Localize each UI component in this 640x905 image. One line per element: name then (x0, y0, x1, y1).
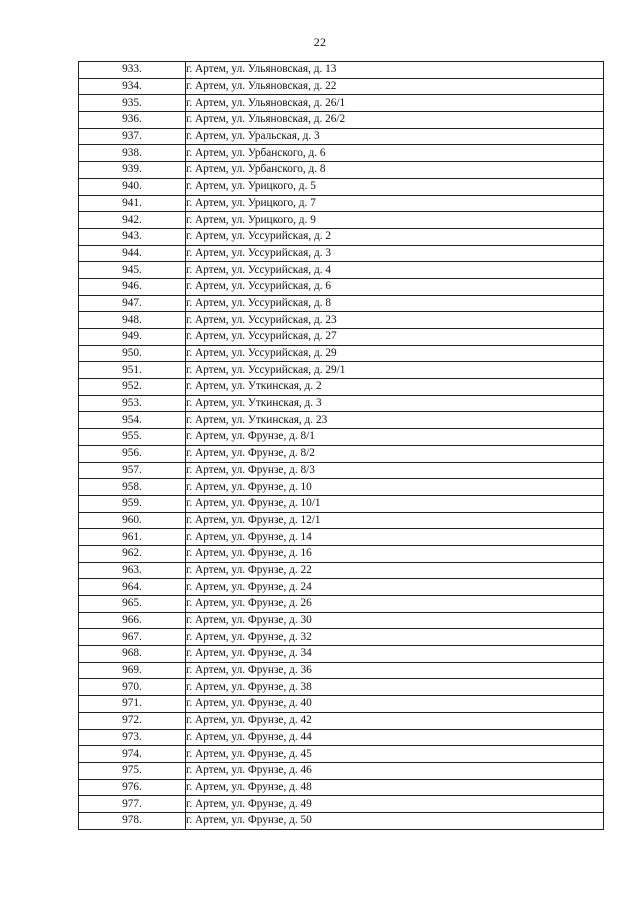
row-address: г. Артем, ул. Уссурийская, д. 2 (186, 228, 604, 245)
table-row (79, 228, 604, 245)
row-number: 942. (79, 212, 186, 229)
row-address: г. Артем, ул. Фрунзе, д. 24 (186, 579, 604, 596)
row-address: г. Артем, ул. Фрунзе, д. 30 (186, 612, 604, 629)
table-row (79, 128, 604, 145)
row-number: 975. (79, 762, 186, 779)
table-row (79, 679, 604, 696)
table-row (79, 245, 604, 262)
table-row (79, 95, 604, 112)
table-row (79, 329, 604, 346)
row-address: г. Артем, ул. Уссурийская, д. 8 (186, 295, 604, 312)
row-number: 965. (79, 596, 186, 613)
row-address: г. Артем, ул. Фрунзе, д. 48 (186, 779, 604, 796)
table-row (79, 662, 604, 679)
row-number: 966. (79, 612, 186, 629)
table-row (79, 112, 604, 129)
row-number: 972. (79, 712, 186, 729)
row-number: 943. (79, 228, 186, 245)
row-number: 948. (79, 312, 186, 329)
row-address: г. Артем, ул. Уткинская, д. 2 (186, 379, 604, 396)
table-row (79, 262, 604, 279)
table-row (79, 62, 604, 79)
row-number: 976. (79, 779, 186, 796)
table-row (79, 495, 604, 512)
table-row (79, 545, 604, 562)
row-number: 977. (79, 796, 186, 813)
address-table (78, 61, 604, 830)
row-number: 969. (79, 662, 186, 679)
row-address: г. Артем, ул. Фрунзе, д. 49 (186, 796, 604, 813)
row-address: г. Артем, ул. Уссурийская, д. 6 (186, 278, 604, 295)
table-row (79, 195, 604, 212)
row-number: 957. (79, 462, 186, 479)
row-address: г. Артем, ул. Фрунзе, д. 50 (186, 812, 604, 829)
row-number: 937. (79, 128, 186, 145)
table-row (79, 212, 604, 229)
table-row (79, 729, 604, 746)
row-address: г. Артем, ул. Уссурийская, д. 29/1 (186, 362, 604, 379)
table-row (79, 529, 604, 546)
row-address: г. Артем, ул. Фрунзе, д. 36 (186, 662, 604, 679)
row-number: 955. (79, 429, 186, 446)
row-address: г. Артем, ул. Фрунзе, д. 8/3 (186, 462, 604, 479)
row-address: г. Артем, ул. Фрунзе, д. 26 (186, 596, 604, 613)
row-address: г. Артем, ул. Ульяновская, д. 26/1 (186, 95, 604, 112)
row-address: г. Артем, ул. Фрунзе, д. 40 (186, 696, 604, 713)
row-number: 974. (79, 746, 186, 763)
address-table-body (79, 62, 604, 830)
table-row (79, 462, 604, 479)
row-address: г. Артем, ул. Уссурийская, д. 3 (186, 245, 604, 262)
row-address: г. Артем, ул. Уссурийская, д. 29 (186, 345, 604, 362)
row-address: г. Артем, ул. Урицкого, д. 5 (186, 178, 604, 195)
table-row (79, 579, 604, 596)
row-number: 940. (79, 178, 186, 195)
table-row (79, 746, 604, 763)
table-row (79, 278, 604, 295)
row-number: 956. (79, 445, 186, 462)
row-address: г. Артем, ул. Урицкого, д. 9 (186, 212, 604, 229)
row-number: 947. (79, 295, 186, 312)
table-row (79, 412, 604, 429)
row-number: 968. (79, 646, 186, 663)
table-row (79, 629, 604, 646)
row-address: г. Артем, ул. Ульяновская, д. 26/2 (186, 112, 604, 129)
row-number: 935. (79, 95, 186, 112)
row-address: г. Артем, ул. Уссурийская, д. 27 (186, 329, 604, 346)
table-row (79, 812, 604, 829)
row-address: г. Артем, ул. Ульяновская, д. 13 (186, 62, 604, 79)
row-address: г. Артем, ул. Ульяновская, д. 22 (186, 78, 604, 95)
row-number: 953. (79, 395, 186, 412)
row-number: 971. (79, 696, 186, 713)
table-row (79, 345, 604, 362)
table-row (79, 562, 604, 579)
table-row (79, 362, 604, 379)
row-number: 978. (79, 812, 186, 829)
table-row (79, 646, 604, 663)
table-row (79, 445, 604, 462)
table-row (79, 379, 604, 396)
row-number: 933. (79, 62, 186, 79)
row-address: г. Артем, ул. Фрунзе, д. 42 (186, 712, 604, 729)
row-address: г. Артем, ул. Фрунзе, д. 38 (186, 679, 604, 696)
row-number: 938. (79, 145, 186, 162)
row-number: 964. (79, 579, 186, 596)
table-row (79, 429, 604, 446)
row-address: г. Артем, ул. Фрунзе, д. 8/1 (186, 429, 604, 446)
table-row (79, 512, 604, 529)
table-row (79, 696, 604, 713)
row-address: г. Артем, ул. Урбанского, д. 6 (186, 145, 604, 162)
row-number: 946. (79, 278, 186, 295)
row-address: г. Артем, ул. Фрунзе, д. 44 (186, 729, 604, 746)
row-address: г. Артем, ул. Фрунзе, д. 34 (186, 646, 604, 663)
row-address: г. Артем, ул. Фрунзе, д. 8/2 (186, 445, 604, 462)
table-row (79, 395, 604, 412)
row-address: г. Артем, ул. Уссурийская, д. 4 (186, 262, 604, 279)
row-number: 961. (79, 529, 186, 546)
row-number: 945. (79, 262, 186, 279)
table-row (79, 596, 604, 613)
row-number: 962. (79, 545, 186, 562)
row-address: г. Артем, ул. Фрунзе, д. 10 (186, 479, 604, 496)
row-number: 934. (79, 78, 186, 95)
table-row (79, 162, 604, 179)
row-number: 950. (79, 345, 186, 362)
row-number: 952. (79, 379, 186, 396)
row-number: 973. (79, 729, 186, 746)
row-address: г. Артем, ул. Уссурийская, д. 23 (186, 312, 604, 329)
row-address: г. Артем, ул. Уткинская, д. 3 (186, 395, 604, 412)
table-row (79, 312, 604, 329)
row-address: г. Артем, ул. Фрунзе, д. 14 (186, 529, 604, 546)
row-number: 967. (79, 629, 186, 646)
row-address: г. Артем, ул. Урицкого, д. 7 (186, 195, 604, 212)
row-address: г. Артем, ул. Фрунзе, д. 16 (186, 545, 604, 562)
row-number: 958. (79, 479, 186, 496)
row-address: г. Артем, ул. Фрунзе, д. 10/1 (186, 495, 604, 512)
page-number: 22 (313, 35, 327, 49)
table-row (79, 78, 604, 95)
row-number: 954. (79, 412, 186, 429)
table-row (79, 779, 604, 796)
row-address: г. Артем, ул. Уткинская, д. 23 (186, 412, 604, 429)
row-number: 949. (79, 329, 186, 346)
row-address: г. Артем, ул. Фрунзе, д. 46 (186, 762, 604, 779)
table-row (79, 178, 604, 195)
row-number: 959. (79, 495, 186, 512)
row-number: 941. (79, 195, 186, 212)
row-address: г. Артем, ул. Фрунзе, д. 32 (186, 629, 604, 646)
row-address: г. Артем, ул. Фрунзе, д. 45 (186, 746, 604, 763)
table-row (79, 295, 604, 312)
table-row (79, 145, 604, 162)
row-number: 944. (79, 245, 186, 262)
table-row (79, 762, 604, 779)
table-row (79, 712, 604, 729)
row-address: г. Артем, ул. Фрунзе, д. 12/1 (186, 512, 604, 529)
table-row (79, 479, 604, 496)
table-row (79, 796, 604, 813)
row-address: г. Артем, ул. Уральская, д. 3 (186, 128, 604, 145)
table-row (79, 612, 604, 629)
row-number: 951. (79, 362, 186, 379)
row-address: г. Артем, ул. Фрунзе, д. 22 (186, 562, 604, 579)
row-number: 939. (79, 162, 186, 179)
row-address: г. Артем, ул. Урбанского, д. 8 (186, 162, 604, 179)
row-number: 960. (79, 512, 186, 529)
row-number: 970. (79, 679, 186, 696)
row-number: 936. (79, 112, 186, 129)
row-number: 963. (79, 562, 186, 579)
